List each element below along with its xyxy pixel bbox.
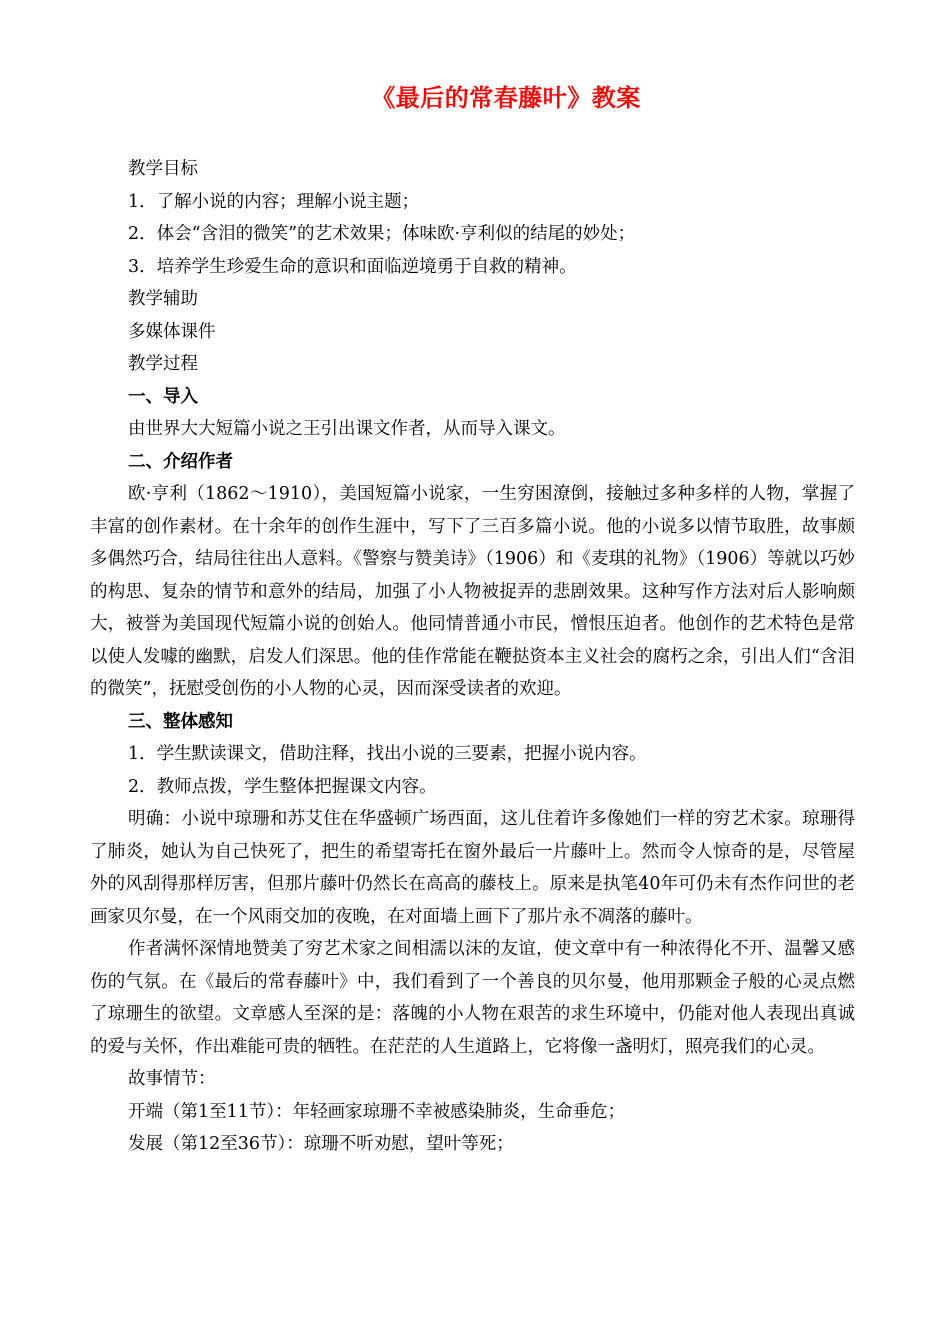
process-heading: 教学过程 (128, 354, 198, 374)
document-body (90, 153, 855, 1161)
aids-text: 多媒体课件 (128, 321, 216, 342)
overview-item: 2．教师点拨，学生整体把握课文内容。 (128, 776, 437, 797)
author-paragraph: 欧·亨利（1862～1910），美国短篇小说家，一生穷困潦倒，接触过多种多样的人物，掌握了丰富的创作素材。在十余年的创作生涯中，写下了三百多篇小说。他的小说多以情节取胜，故事颇多偶然巧合，结局往往出人意料。《警察与赞美诗》（1906）和《麦琪的礼物》（1906）等就以巧妙的构思、复杂的情节和意外的结局，加强了小人物被捉弄的悲剧效果。这种写作方法对后人影响颇大，被誉为美国现代短篇小说的创始人。他同情普通小市民，憎恨压迫者。他创作的艺术特色是常以使人发噱的幽默，启发人们深思。他的佳作常能在鞭挞资本主义社会的腐朽之余，引出人们“含泪的微笑”，抚慰受创伤的小人物的心灵，因而深受读者的欢迎。 (90, 484, 855, 699)
plot-heading: 故事情节： (128, 1069, 216, 1089)
overview-paragraph: 作者满怀深情地赞美了穷艺术家之间相濡以沫的友谊，使文章中有一种浓得化不开、温馨又感伤的气氛。在《最后的常春藤叶》中，我们看到了一个善良的贝尔曼，他用那颗金子般的心灵点燃了琼珊生的欲望。文章感人至深的是：落魄的小人物在艰苦的求生环境中，仍能对他人表现出真诚的爱与关怀，作出难能可贵的牺牲。在茫茫的人生道路上，它将像一盏明灯，照亮我们的心灵。 (90, 939, 855, 1057)
plot-item: 开端（第1至11节）：年轻画家琼珊不幸被感染肺炎，生命垂危； (128, 1101, 626, 1122)
overview-paragraph: 明确：小说中琼珊和苏艾住在华盛顿广场西面，这儿住着许多像她们一样的穷艺术家。琼珊得了肺炎，她认为自己快死了，把生的希望寄托在窗外最后一片藤叶上。然而令人惊奇的是，尽管屋外的风刮得那样厉害，但那片藤叶仍然长在高高的藤枝上。原来是执笔40年可仍未有杰作问世的老画家贝尔曼，在一个风雨交加的夜晚，在对面墙上画下了那片永不凋落的藤叶。 (90, 809, 855, 927)
objective-item: 1．了解小说的内容；理解小说主题； (128, 191, 420, 212)
section-heading-overview: 三、整体感知 (128, 711, 233, 732)
document-title: 《最后的常春藤叶》教案 (371, 84, 641, 112)
plot-item: 发展（第12至36节）：琼珊不听劝慰，望叶等死； (128, 1134, 514, 1154)
objective-item: 3．培养学生珍爱生命的意识和面临逆境勇于自救的精神。 (128, 256, 577, 277)
overview-item: 1．学生默读课文，借助注释，找出小说的三要素，把握小说内容。 (128, 744, 647, 764)
section-intro-text: 由世界大大短篇小说之王引出课文作者，从而导入课文。 (128, 419, 566, 439)
objectives-heading: 教学目标 (128, 159, 198, 179)
objective-item: 2．体会“含泪的微笑”的艺术效果；体味欧·亨利似的结尾的妙处； (128, 224, 636, 244)
section-heading-author: 二、介绍作者 (128, 451, 233, 472)
section-heading-intro: 一、导入 (128, 386, 198, 407)
aids-heading: 教学辅助 (128, 289, 198, 309)
